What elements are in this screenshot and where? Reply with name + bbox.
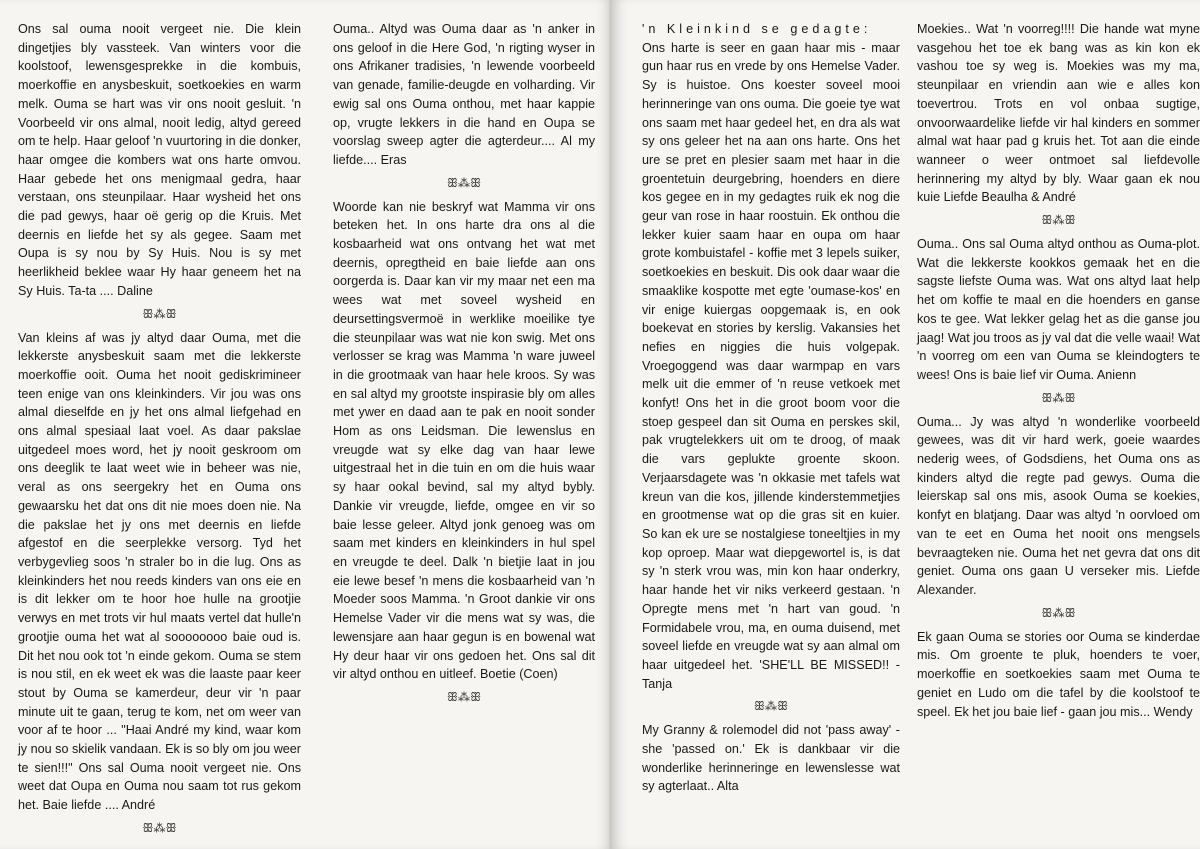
tribute-alexander: Ouma... Jy was altyd 'n wonderlike voorbeeld gewees, was dit vir hard werk, goeie waardes nederig wees, of Godsdiens, het Ouma ons as kinders altyd die regte pad gewys. Ouma die leierskap sal ons mis, asook Ouma se koekies, konfyt en blatjang. Daar was altyd 'n oorvloed om van te eet en Ouma het nooit ons mengsels bevraagteken nie. Ouma het net gevra dat ons dit geniet. Ouma ons gaan U verseker mis. Liefde Alexander. — [917, 414, 1200, 597]
tribute-daline: Ons sal ouma nooit vergeet nie. Die klein dingetjies bly vassteek. Van winters voor die koolstoof, lewensgesprekke in die kombuis, moerkoffie en anysbeskuit, soetkoekies en warm melk. Ouma se hart was vir ons nooit gesluit. 'n Voorbeeld vir ons almal, nooit ledig, altyd gereed om te help. Haar geloof 'n vuurtoring in die donker, haar omgee die kombers wat ons harte omvou. Haar gebede het ons menigmaal gedra, haar verstaan, ons steunpilaar. Haar wysheid het ons die pad gewys, haar oë gerig op die Kruis. Met deernis en liefde het sy als gegee. Saam met Oupa is sy nou by Sy Huis. Nou is sy met heerlikheid beklee waar Hy haar geneem het na Sy Huis. Ta-ta .... Daline — [18, 22, 301, 298]
tribute-andre: Van kleins af was jy altyd daar Ouma, met die lekkerste anysbeskuit saam met die lekkerste moerkoffie ooit. Ouma het nooit gediskrimineer teen enige van ons kleinkinders. Vir jou was ons almal dieselfde en jy het ons almal liefgehad en ons almal spesiaal laat voel. As daar pakslae uitgedeel moes word, het jy nooit geskroom om ons deeglik te laat weet wie in beheer was nie, veral as ons seergekry het en Ouma ons gewaarsku het dat ons dit nie moes doen nie. Na die pakslae het jy ons met deernis en liefde afgestof en die seerplekke versorg. Tyd het verbygevlieg soos 'n straler bo in die lug. Ons as kleinkinders het nou reeds kinders van ons eie en is dit lekker om te hoor hoe hulle na grootjie verwys en met trots vir hul maats vertel dat hulle'n grootjie ouma het wat al soooooooo baie oud is. Dit het nou ook tot 'n einde gekom. Ouma se stem is nou stil, en ek weet ek was die laaste paar keer stout by Ouma se kamerdeur, deur vir 'n paar minute uit te gaan, terug te kom, net om weer van voor af te hoor ... "Haai André my kind, waar kom jy nou so skielik vandaan. Ek is so bly om jou weer te sien!!!" Ons sal Ouma nooit vergeet nie. Ons weet dat Oupa en Ouma nou saam tot rus gekom het. Baie liefde .... André — [18, 330, 301, 813]
ornament-divider: ꕥ⁂ꕥ — [446, 175, 482, 190]
tribute-wendy: Ek gaan Ouma se stories oor Ouma se kinderdae mis. Om groente te pluk, hoenders te voer, moerkoffie en soetkoekies saam met Ouma te geniet en Ludo om die tafel by die koolstoof te speel. Ek het jou baie lief - gaan jou mis... Wendy — [917, 629, 1200, 719]
tribute-beaulha-andre: Moekies.. Wat 'n voorreg!!!! Die hande wat myne vasgehou het toe ek bang was as kin kon ek vashou toe sy weg is. Moekies was my ma, steunpilaar en vriendin aan wie e alles kon toevertrou. Trots en vol onbaa sugtige, onvoorwaardelike liefde vir hal kinders en sommer almal wat haar pad g kruis het. Tot aan die einde wanneer o weer ontmoet sal liefdevolle herinnering my altyd by bly. Waar gaan ek nou kuie Liefde Beaulha & André — [917, 22, 1200, 205]
ornament-divider: ꕥ⁂ꕥ — [1041, 213, 1076, 228]
ornament-divider: ꕥ⁂ꕥ — [753, 699, 789, 714]
tanja-heading: 'n Kleinkind se gedagte: — [642, 22, 872, 36]
column-4 — [917, 20, 1200, 721]
column-1 — [18, 20, 301, 843]
column-3 — [642, 20, 900, 796]
ornament-divider: ꕥ⁂ꕥ — [142, 820, 177, 835]
ornament-divider: ꕥ⁂ꕥ — [1041, 390, 1076, 405]
ornament-divider: ꕥ⁂ꕥ — [1041, 605, 1076, 620]
tribute-anienn: Ouma.. Ons sal Ouma altyd onthou as Ouma-plot. Wat die lekkerste kookkos gemaak het en die sagste liefste Ouma was. Wat ons altyd laat help het om koffie te maal en die hoenders en ganse kos te gee. Wat lekker gelag het as die ganse jou jaag! Wat jou troos as jy val dat die velle waai! Wat 'n voorreg om een van Ouma se kleindogters te wees! Ons is baie lief vir Ouma. Anienn — [917, 237, 1200, 382]
tribute-eras: Ouma.. Altyd was Ouma daar as 'n anker in ons geloof in die Here God, 'n rigting wyser in ons Afrikaner tradisies, 'n lewende voorbeeld van genade, familie-deugde en volharding. Vir ewig sal ons Ouma onthou, met haar kappie op, vrugte lekkers in die hand en Oupa se voorslag sweep agter die agterdeur.... Al my liefde.... Eras — [333, 22, 595, 167]
column-2 — [333, 20, 595, 712]
ornament-divider: ꕥ⁂ꕥ — [142, 306, 177, 321]
tribute-tanja: Ons harte is seer en gaan haar mis - maar gun haar rus en vrede by ons Hemelse Vader. Sy is huistoe. Ons koester soveel mooi herinneringe van ons ouma. Die goeie tye wat ons saam met haar gedeel het, en dra als wat sy ons geleer het na aan ons harte. Ons het ure se pret en plesier saam met haar in die groentetuin deurgebring, hoenders en diere kos gegee en in my gedagtes ruik ek nog die geur van rose in haar roostuin. Ek onthou die lekker kuier saam haar en oupa om haar grote kombuistafel - koffie met 3 lepels suiker, soetkoekies en beskuit. Dis ook daar waar die smaaklike kospotte met egte 'oumase-kos' en vir enige kuiergas oopgemaak is, en ook boekevat en stories by kerslig. Vakansies het nefies en niggies die huis volgepak. Vroegoggend was daar warmpap en vars melk uit die emmer of 'n reuse vetkoek met konfyt! Ons het in die groot boom voor die stoep gespeel dan sit Ouma en perskes skil, pak vrugtelekkers uit om te droog, of maak die vars geplukte groente skoon. Verjaarsdagete was 'n okkasie met tafels wat kreun van die kos, jillende kinderstemmetjies en grootmense wat op die gras sit en kuier. So kan ek ure se nostalgiese toneeltjies in my kop oproep. Maar wat diepgewortel is, is dat sy 'n sterk vrou was, min kon haar onderkry, haar hande het vir niks verkeerd gestaan. 'n Opregte mens met 'n hart van goud. 'n Formidabele vrou, ma, en ouma duisend, met soveel liefde en vreugde wat sy aan almal om haar uitgedeel het. 'SHE'LL BE MISSED!! -Tanja — [642, 40, 900, 691]
tribute-alta: My Granny & rolemodel did not 'pass away' - she 'passed on.' Ek is dankbaar vir die wonderlike herinneringe en lewenslesse wat sy agterlaat.. Alta — [642, 723, 900, 794]
right-page — [612, 0, 1200, 849]
ornament-divider: ꕥ⁂ꕥ — [446, 689, 482, 704]
tribute-boetie: Woorde kan nie beskryf wat Mamma vir ons beteken het. In ons harte dra ons al die kosbaarheid wat ons ontvang het wat met deernis, opregtheid en baie liefde aan ons oorgerda is. Daar kan vir my maar net een ma wees wat met soveel wysheid en deursettingsvermoë in werklike moeilike tye die steunpilaar was wat nie kon swig. Met ons verlosser se krag was Mamma 'n ware juweel in die grootmaak van haar hele kroos. Sy was en sal altyd my grootste inspirasie bly om alles met ywer en daad aan te pak en nooit sonder Hom as ons Leidsman. Die lewenslus en vreugde wat sy elke dag van haar lewe uitgestraal het in die tuin en om die huis waar sy haar ookal bevind, sal my altyd bybly. Dankie vir vreugde, liefde, omgee en vir so baie lesse geleer. Altyd jonk genoeg was om saam met kinders en kleinkinders in hul spel en vreugde te deel. Dalk 'n bietjie laat in jou eie lewe besef 'n mens die kosbaarheid van 'n Moeder soos Mamma. 'n Groot dankie vir ons Hemelse Vader vir die mens wat sy was, die lewensjare aan haar gegun is en bowenal wat Hy deur haar vir ons gedoen het. Ons sal dit vir altyd onthou en uitleef. Boetie (Coen) — [333, 199, 595, 682]
